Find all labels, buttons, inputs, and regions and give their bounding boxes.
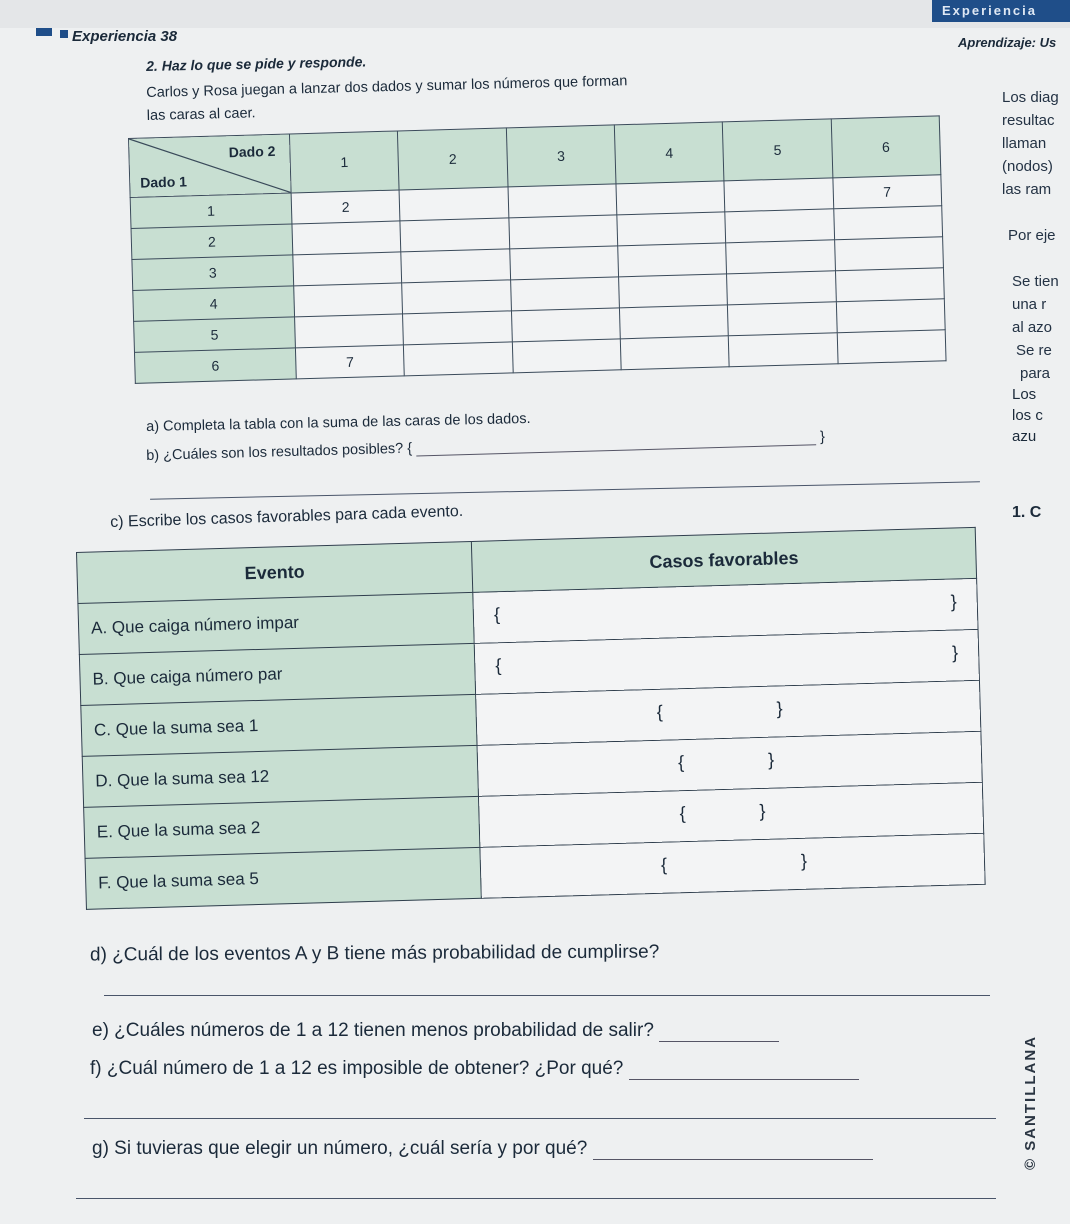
experience-tag: Experiencia [932,0,1070,22]
side-line [1002,247,1059,270]
sum-cell[interactable] [512,339,621,373]
sum-cell[interactable] [403,311,512,345]
sum-cell[interactable] [726,240,835,274]
side-line: para [1020,365,1051,382]
event-label: F. Que la suma sea 5 [85,847,481,909]
side-line: (nodos) [1002,158,1053,175]
sum-cell[interactable] [399,187,508,221]
sum-cell[interactable] [727,271,836,305]
open-brace: { [495,655,502,676]
sum-cell[interactable] [729,333,838,367]
sum-cell[interactable] [292,221,401,255]
sum-cell[interactable] [401,249,510,283]
event-label: A. Que caiga número impar [78,592,474,654]
intro-text [146,64,887,128]
side-line: Los [1012,386,1037,403]
sum-cell[interactable] [295,314,404,348]
publisher-brand: © SANTILLANA [1022,1034,1039,1170]
close-brace: } [951,642,959,663]
col-header: 1 [289,131,399,193]
question-g [92,1138,873,1160]
col-header: 4 [614,122,724,184]
question-f-text: f) ¿Cuál número de 1 a 12 es imposible de obtener? ¿Por qué? [90,1058,624,1079]
side-line: azu [1012,428,1037,445]
side-line: resultac [1002,112,1055,129]
sum-cell[interactable] [400,218,509,252]
sum-cell[interactable] [293,252,402,286]
event-label: D. Que la suma sea 12 [82,745,478,807]
sum-cell[interactable] [511,308,620,342]
sum-cell[interactable] [833,206,942,240]
answer-line-g[interactable] [593,1159,873,1160]
question-a [146,411,531,435]
row-header: 2 [131,224,293,259]
table-corner [129,134,292,197]
sum-cell[interactable] [836,299,945,333]
sum-cell[interactable] [728,302,837,336]
sum-cell[interactable] [294,283,403,317]
answer-line-b2[interactable] [150,481,980,499]
side-line: una r [1012,296,1047,313]
events-header-cases: Casos favorables [471,527,976,592]
sum-cell[interactable] [724,178,833,212]
question-e-text: e) ¿Cuáles números de 1 a 12 tienen menos probabilidad de salir? [92,1020,654,1041]
row-header: 1 [130,193,292,228]
side-line: los c [1012,407,1043,424]
top-band [0,0,1070,28]
side-item: 1. C [1012,504,1042,521]
col-header: 3 [506,125,616,187]
sum-cell[interactable]: 7 [833,175,942,209]
side-line: llaman [1002,135,1047,152]
sum-cell[interactable] [508,184,617,218]
event-label: E. Que la suma sea 2 [84,796,480,858]
event-label: B. Que caiga número par [79,643,475,705]
sum-cell[interactable] [835,268,944,302]
row-header: 4 [133,286,295,321]
question-c: c) Escribe los casos favorables para cada evento. [110,502,464,531]
close-brace: } [767,749,775,770]
side-line: Se tien [1012,273,1059,290]
question-b-close: } [819,429,826,446]
dice-sum-table [128,115,947,384]
side-line: las ram [1002,181,1052,198]
question-b-text: b) ¿Cuáles son los resultados posibles? { [146,440,413,464]
sum-cell[interactable] [618,243,727,277]
sum-cell[interactable] [509,215,618,249]
question-g-text: g) Si tuvieras que elegir un número, ¿cuál sería y por qué? [92,1138,588,1159]
sum-cell[interactable] [619,274,728,308]
open-brace: { [656,701,663,722]
sum-cell[interactable] [510,277,619,311]
side-text-2 [1012,384,1043,447]
question-e [92,1020,779,1042]
side-line: Los diag [1002,89,1059,106]
events-header-event: Evento [77,541,473,603]
close-brace: } [950,591,958,612]
col-header: 2 [398,128,508,190]
answer-line-b[interactable] [416,444,816,456]
experience-title: Experiencia 38 [72,28,178,45]
sum-cell[interactable] [620,336,729,370]
close-brace: } [776,698,783,719]
learning-label: Aprendizaje: Us [958,35,1057,50]
dado1-label: Dado 1 [140,173,188,191]
answer-line-f[interactable] [629,1079,859,1080]
sum-cell[interactable]: 2 [291,190,400,224]
side-text [1002,86,1059,385]
answer-line-g2[interactable] [76,1198,996,1199]
sum-cell[interactable] [616,181,725,215]
side-line [1002,201,1059,224]
intro-line-1: Carlos y Rosa juegan a lanzar dos dados y sumar los números que forman [146,73,628,101]
question-d: d) ¿Cuál de los eventos A y B tiene más probabilidad de cumplirse? [89,941,660,966]
event-label: C. Que la suma sea 1 [81,694,477,756]
accent-bar [36,28,52,36]
row-header: 3 [132,255,294,290]
dado2-label: Dado 2 [228,142,276,161]
accent-square [60,30,68,38]
side-line: al azo [1012,319,1053,336]
open-brace: { [677,752,685,773]
question-a-text: a) Completa la tabla con la suma de las caras de los dados. [146,410,531,435]
sum-cell[interactable] [837,330,946,364]
side-line: Se re [1016,342,1052,359]
sum-cell[interactable]: 7 [295,345,404,379]
open-brace: { [679,803,686,824]
answer-line-e[interactable] [659,1041,779,1042]
intro-line-2: las caras al caer. [146,105,256,124]
instruction: 2. Haz lo que se pide y responde. [146,53,367,74]
sum-cell[interactable] [834,237,943,271]
open-brace: { [660,854,668,875]
sum-cell[interactable] [617,212,726,246]
sum-cell[interactable] [402,280,511,314]
answer-line-d[interactable] [104,995,990,996]
question-b [146,429,825,464]
row-header: 6 [134,348,296,383]
close-brace: } [800,850,808,871]
sum-cell[interactable] [619,305,728,339]
row-header: 5 [134,317,296,352]
sum-cell[interactable] [509,246,618,280]
close-brace: } [759,800,766,822]
sum-cell[interactable] [404,342,513,376]
col-header: 5 [723,119,833,181]
side-line: Por eje [1008,227,1056,244]
answer-line-f2[interactable] [84,1118,996,1119]
col-header: 6 [831,116,941,178]
events-table [76,527,986,910]
sum-cell[interactable] [725,209,834,243]
open-brace: { [493,604,501,625]
question-f [90,1058,859,1080]
